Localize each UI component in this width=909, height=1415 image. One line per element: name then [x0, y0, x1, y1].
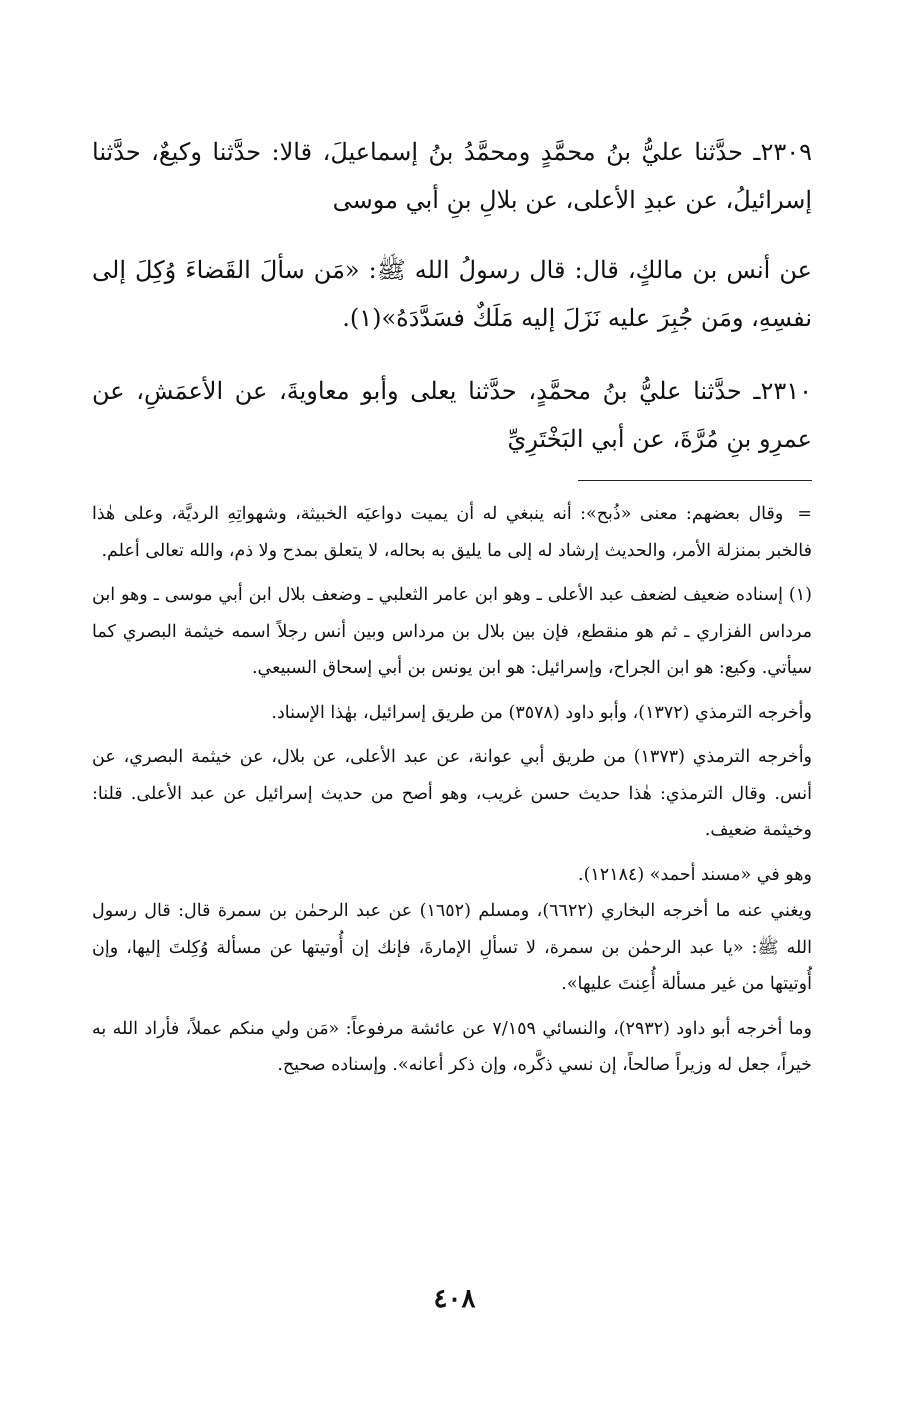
- hadith-2309-matn: عن أنس بن مالكٍ، قال: قال رسولُ الله ﷺ: «مَن سألَ القَضاءَ وُكِلَ إلى نفسِهِ، ومَن جُبِرَ عليه نَزَلَ إليه مَلَكٌ فسَدَّدَهُ»(١).: [92, 256, 812, 332]
- footnote-1-paragraph: وهو في «مسند أحمد» (١٢١٨٤).: [578, 864, 812, 885]
- footnote-1-paragraph: ويغني عنه ما أخرجه البخاري (٦٦٢٢)، ومسلم (١٦٥٢) عن عبد الرحمٰن بن سمرة قال: قال رسول الله ﷺ: «يا عبد الرحمٰن بن سمرة، لا تسألِ الإمارةَ، فإنك إن أُوتيتها عن مسألة وُكِلتَ إليها، وإن أُوتيتها من غير مسألة أُعِنتَ عليها».: [92, 901, 813, 994]
- footnote-divider: [578, 480, 812, 481]
- continuation-marker: =: [797, 504, 812, 524]
- hadith-2309-isnad: ٢٣٠٩ـ حدَّثنا عليُّ بنُ محمَّدٍ ومحمَّدُ بنُ إسماعيلَ، قالا: حدَّثنا وكيعٌ، حدَّثنا إسرائيلُ، عن عبدِ الأعلى، عن بلالِ بنِ أبي موسى: [92, 138, 812, 214]
- footnote-1-paragraph: وما أخرجه أبو داود (٢٩٣٢)، والنسائي ٧/١٥٩ عن عائشة مرفوعاً: «مَن ولي منكم عملاً، فأراد الله به خيراً، جعل له وزيراً صالحاً، إن نسي ذكَّره، وإن ذكر أعانه». وإسناده صحيح.: [92, 1018, 812, 1075]
- page-number: ٤٠٨: [433, 1284, 476, 1314]
- footnote-continuation-text: وقال بعضهم: معنى «ذُبح»: أنه ينبغي له أن يميت دواعيَه الخبيثة، وشهواتِهِ الرديَّة، وعلى هٰذا فالخبر بمنزلة الأمر، والحديث إرشاد له إلى ما يليق به بحاله، لا يتعلق بمدح ولا ذم، والله تعالى أعلم.: [92, 504, 812, 561]
- footnote-1-paragraph: (١) إسناده ضعيف لضعف عبد الأعلى ـ وهو ابن عامر الثعلبي ـ وضعف بلال ابن أبي موسى ـ وهو ابن مرداس الفزاري ـ ثم هو منقطع، فإن بين بلال بن مرداس وبين أنس رجلاً اسمه خيثمة البصري كما سيأتي. وكيع: هو ابن الجراح، وإسرائيل: هو ابن يونس بن أبي إسحاق السبيعي.: [92, 585, 813, 678]
- footnote-1-paragraph: وأخرجه الترمذي (١٣٧٣) من طريق أبي عوانة، عن عبد الأعلى، عن بلال، عن خيثمة البصري، عن أنس. وقال الترمذي: هٰذا حديث حسن غريب، وهو أصح من حديث إسرائيل عن عبد الأعلى. قلنا: وخيثمة ضعيف.: [92, 747, 813, 840]
- hadith-2310-isnad: ٢٣١٠ـ حدَّثنا عليُّ بنُ محمَّدٍ، حدَّثنا يعلى وأبو معاويةَ، عن الأعمَشِ، عن عمرِو بنِ مُرَّةَ، عن أبي البَخْتَرِيِّ: [92, 377, 812, 453]
- footnote-1-paragraph: وأخرجه الترمذي (١٣٧٢)، وأبو داود (٣٥٧٨) من طريق إسرائيل، بهٰذا الإسناد.: [271, 702, 812, 723]
- footnote-continuation: [92, 496, 812, 569]
- footnotes-section: [92, 496, 812, 1084]
